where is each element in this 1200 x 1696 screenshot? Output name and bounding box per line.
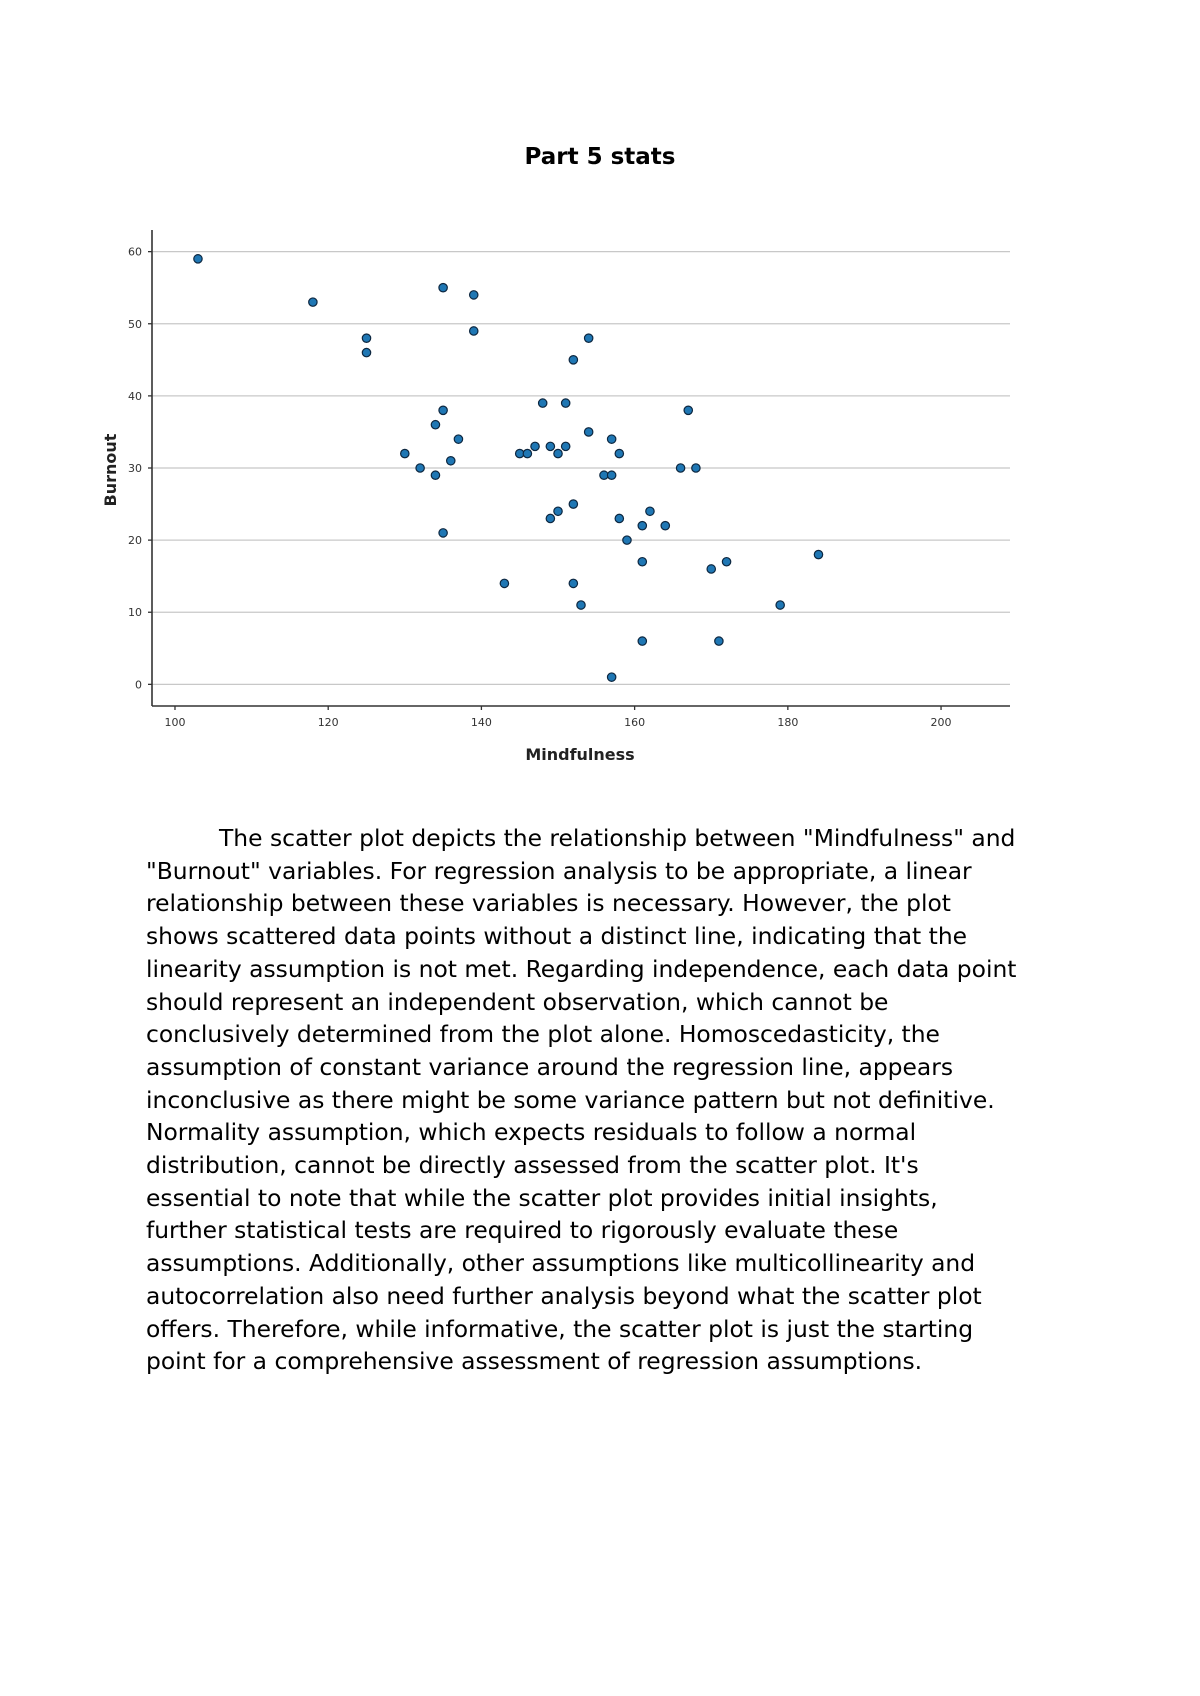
x-tick-label: 140 bbox=[470, 716, 492, 729]
data-point bbox=[194, 255, 202, 263]
paragraph-line: linearity assumption is not met. Regarding independence, each data point bbox=[146, 954, 1017, 983]
data-point bbox=[470, 291, 478, 299]
data-point bbox=[362, 334, 370, 342]
paragraph-line: distribution, cannot be directly assessed from the scatter plot. It's bbox=[146, 1151, 919, 1180]
data-point bbox=[584, 428, 592, 436]
paragraph-line: shows scattered data points without a distinct line, indicating that the bbox=[146, 922, 968, 951]
data-point bbox=[439, 283, 447, 291]
paragraph-line: autocorrelation also need further analysis beyond what the scatter plot bbox=[146, 1281, 982, 1310]
data-point bbox=[607, 471, 615, 479]
y-tick-label: 30 bbox=[128, 462, 142, 475]
x-axis-label: Mindfulness bbox=[525, 745, 635, 764]
data-point bbox=[561, 442, 569, 450]
data-point bbox=[447, 457, 455, 465]
data-point bbox=[615, 514, 623, 522]
gridlines bbox=[148, 252, 1010, 685]
paragraph-line: Normality assumption, which expects residuals to follow a normal bbox=[146, 1118, 917, 1147]
x-tick-label: 100 bbox=[164, 716, 186, 729]
y-tick-label: 0 bbox=[135, 678, 142, 692]
data-point bbox=[569, 500, 577, 508]
y-tick-label: 10 bbox=[128, 606, 142, 620]
paragraph-line: "Burnout" variables. For regression analysis to be appropriate, a linear bbox=[146, 856, 972, 885]
data-point bbox=[638, 637, 646, 645]
data-point bbox=[607, 435, 615, 443]
data-point bbox=[638, 558, 646, 566]
data-point bbox=[401, 449, 409, 457]
data-point bbox=[439, 406, 447, 414]
paragraph-line: conclusively determined from the plot alone. Homoscedasticity, the bbox=[146, 1020, 940, 1049]
data-point bbox=[707, 565, 715, 573]
data-point bbox=[531, 442, 539, 450]
data-point bbox=[546, 514, 554, 522]
paragraph-line: offers. Therefore, while informative, the scatter plot is just the starting bbox=[146, 1314, 974, 1343]
x-tick-label: 120 bbox=[317, 716, 339, 729]
data-point bbox=[309, 298, 317, 306]
paragraph-line: should represent an independent observation, which cannot be bbox=[146, 987, 889, 1016]
x-tick-labels bbox=[164, 706, 951, 729]
paragraph-line: assumption of constant variance around the regression line, appears bbox=[146, 1052, 954, 1081]
data-point bbox=[638, 521, 646, 529]
data-point bbox=[554, 449, 562, 457]
paragraph-line: The scatter plot depicts the relationship between "Mindfulness" and bbox=[219, 824, 1016, 852]
paragraph-line: essential to note that while the scatter plot provides initial insights, bbox=[146, 1183, 938, 1212]
scatter-chart bbox=[0, 0, 1200, 780]
data-point bbox=[454, 435, 462, 443]
data-point bbox=[776, 601, 784, 609]
page-title: Part 5 stats bbox=[524, 144, 676, 170]
data-point bbox=[615, 449, 623, 457]
data-point bbox=[523, 449, 531, 457]
data-point bbox=[692, 464, 700, 472]
data-point bbox=[661, 521, 669, 529]
x-tick-label: 180 bbox=[777, 716, 799, 729]
data-point bbox=[431, 471, 439, 479]
data-point bbox=[362, 348, 370, 356]
data-point bbox=[569, 356, 577, 364]
data-point bbox=[561, 399, 569, 407]
data-point bbox=[431, 421, 439, 429]
data-point bbox=[416, 464, 424, 472]
data-point bbox=[676, 464, 684, 472]
y-tick-label: 60 bbox=[128, 245, 142, 259]
data-point bbox=[470, 327, 478, 335]
x-tick-label: 200 bbox=[930, 716, 952, 729]
data-point bbox=[546, 442, 554, 450]
paragraph-line: further statistical tests are required to rigorously evaluate these bbox=[146, 1216, 899, 1245]
paragraph-line: inconclusive as there might be some variance pattern but not definitive. bbox=[146, 1085, 995, 1114]
data-point bbox=[577, 601, 585, 609]
data-point bbox=[684, 406, 692, 414]
data-point bbox=[814, 550, 822, 558]
data-point bbox=[646, 507, 654, 515]
data-point bbox=[439, 529, 447, 537]
data-point bbox=[569, 579, 577, 587]
data-point bbox=[715, 637, 723, 645]
data-point bbox=[500, 579, 508, 587]
y-tick-label: 50 bbox=[128, 317, 142, 331]
data-point bbox=[623, 536, 631, 544]
paragraph-line: point for a comprehensive assessment of regression assumptions. bbox=[146, 1347, 923, 1376]
paragraph-line: relationship between these variables is necessary. However, the plot bbox=[146, 889, 951, 918]
y-tick-labels bbox=[128, 246, 142, 692]
y-tick-label: 20 bbox=[128, 534, 142, 548]
y-tick-label: 40 bbox=[128, 389, 142, 403]
data-point bbox=[538, 399, 546, 407]
paragraph-line: assumptions. Additionally, other assumptions like multicollinearity and bbox=[146, 1249, 976, 1278]
data-point bbox=[722, 558, 730, 566]
y-axis-label: Burnout bbox=[101, 433, 120, 507]
data-point bbox=[607, 673, 615, 681]
data-point bbox=[554, 507, 562, 515]
x-tick-label: 160 bbox=[624, 716, 646, 729]
data-point bbox=[584, 334, 592, 342]
body-paragraph bbox=[146, 822, 1086, 1378]
